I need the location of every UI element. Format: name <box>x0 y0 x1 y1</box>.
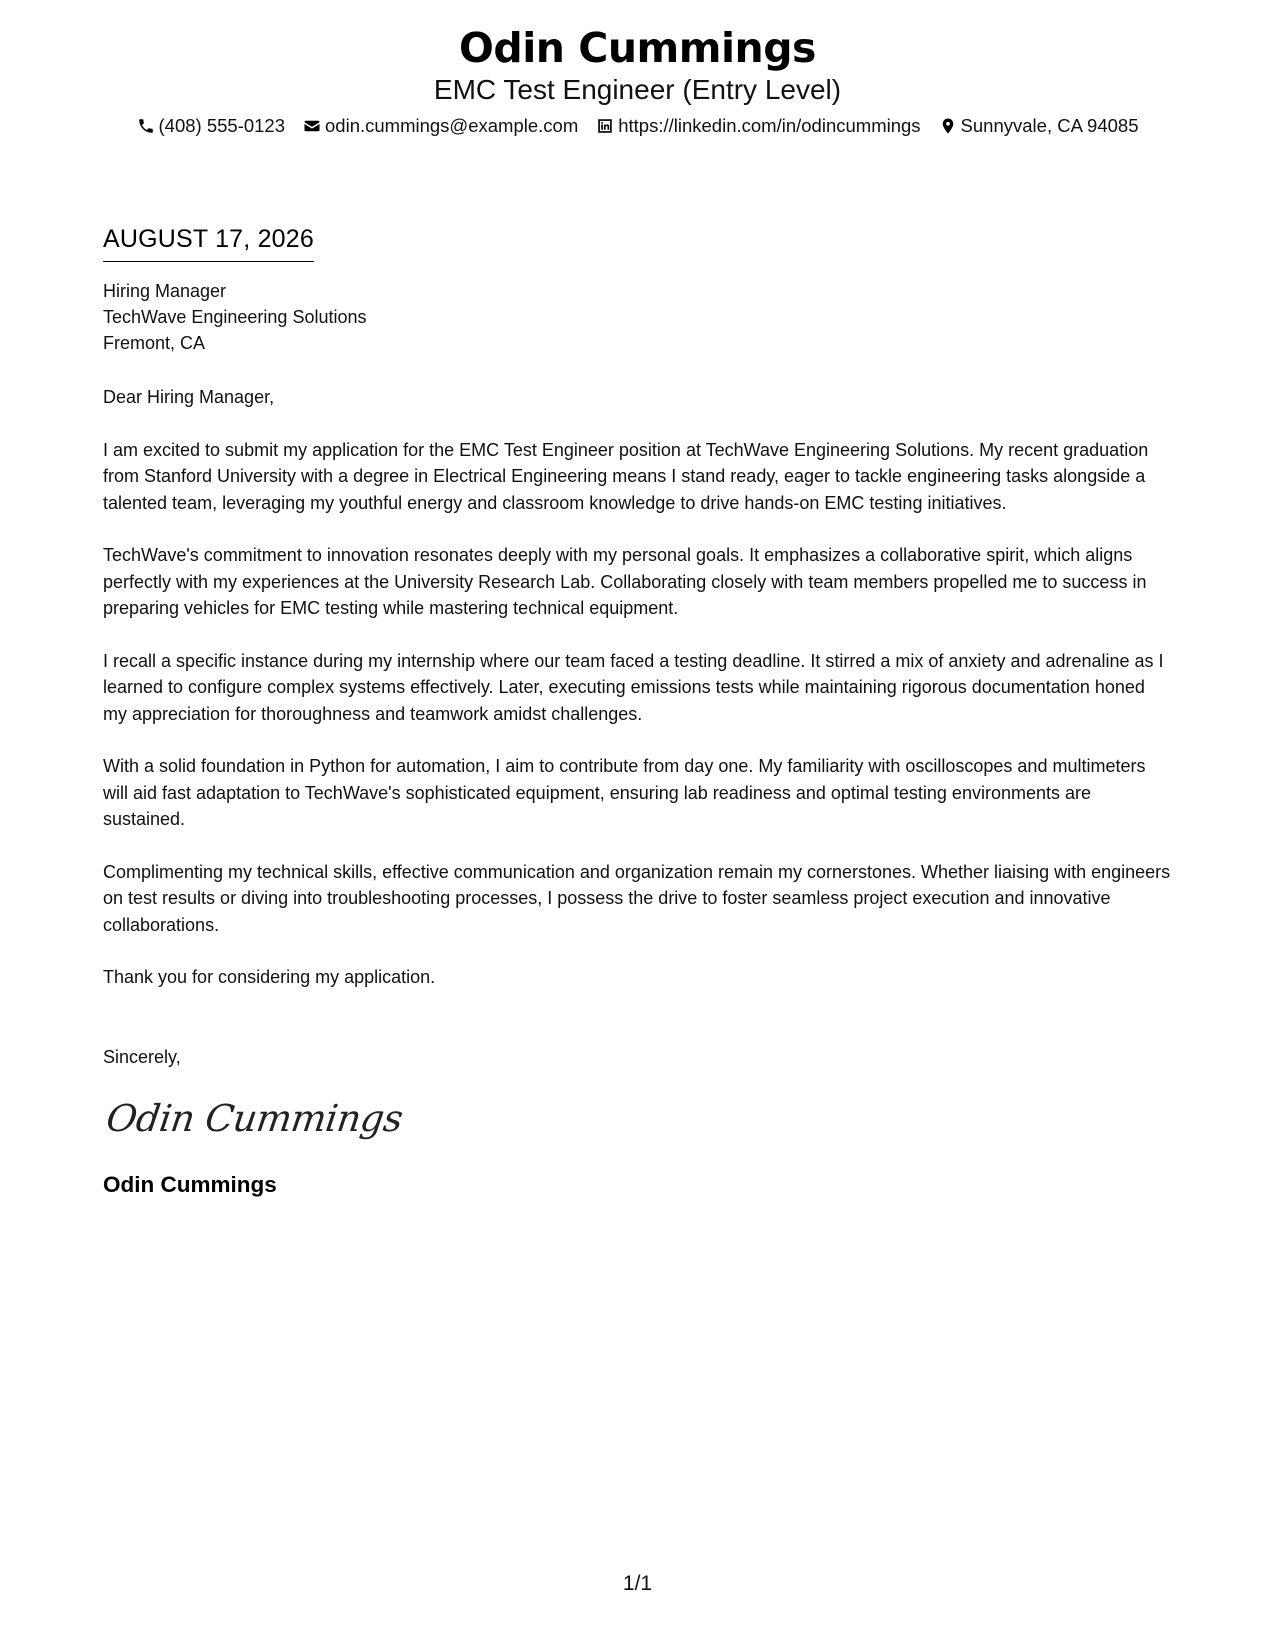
paragraph: Complimenting my technical skills, effective communication and organization remain my cornerstones. Whether liaising with engineers on test results or diving into troubleshooting processes, I possess the drive to foster seamless project execution and innovative collaborations. <box>103 861 1171 935</box>
recipient-location: Fremont, CA <box>103 333 206 353</box>
signature <box>103 1088 1173 1150</box>
recipient-block <box>103 278 1173 356</box>
contact-linkedin <box>596 114 920 138</box>
linkedin-url: https://linkedin.com/in/odincummings <box>618 115 921 136</box>
contact-phone <box>137 114 286 138</box>
paragraph: I am excited to submit my application for the EMC Test Engineer position at TechWave Engineering Solutions. My recent graduation from Stanford University with a degree in Electrical Engineering means I stand ready, eager to tackle engineering tasks alongside a talented team, leveraging my youthful energy and classroom knowledge to drive hands-on EMC testing initiatives. <box>103 439 1149 513</box>
paragraph: With a solid foundation in Python for automation, I aim to contribute from day one. My familiarity with oscilloscopes and multimeters will aid fast adaptation to TechWave's sophisticated equipment, ensuring lab readiness and optimal testing environments are sustained. <box>103 756 1146 829</box>
phone-number: (408) 555-0123 <box>158 115 286 136</box>
thank-you-line: Thank you for considering my application. <box>103 967 436 987</box>
closing: Sincerely, <box>103 1046 181 1067</box>
page-number: 1/1 <box>622 1572 653 1595</box>
signer-name: Odin Cummings <box>103 1172 277 1197</box>
email-address: odin.cummings@example.com <box>325 115 579 136</box>
recipient-company: TechWave Engineering Solutions <box>103 307 367 327</box>
paragraph: I recall a specific instance during my internship where our team faced a testing deadline. It stirred a mix of anxiety and adrenaline as I learned to configure complex systems effectively. Later, executing emissions tests while maintaining rigorous documentation honed my appreciation for thoroughness and teamwork amidst challenges. <box>103 650 1164 724</box>
location-text: Sunnyvale, CA 94085 <box>960 115 1139 136</box>
phone-icon <box>137 117 155 135</box>
linkedin-icon <box>596 117 614 135</box>
salutation: Dear Hiring Manager, <box>103 387 275 407</box>
letter-body <box>103 222 1173 1200</box>
applicant-name: Odin Cummings <box>459 24 816 72</box>
contact-email <box>303 114 578 138</box>
letter-date: AUGUST 17, 2026 <box>103 222 314 262</box>
envelope-icon <box>303 117 321 135</box>
letter-header <box>0 22 1275 138</box>
recipient-line: Hiring Manager <box>103 281 227 301</box>
signature-text: Odin Cummings <box>103 1096 406 1140</box>
job-title: EMC Test Engineer (Entry Level) <box>433 74 842 105</box>
map-pin-icon <box>939 117 957 135</box>
contact-location <box>939 114 1139 138</box>
contact-bar <box>0 114 1275 138</box>
paragraph: TechWave's commitment to innovation resonates deeply with my personal goals. It emphasizes a collaborative spirit, which aligns perfectly with my experiences at the University Research Lab. Collaborating closely with team members propelled me to success in preparing vehicles for EMC testing while mastering technical equipment. <box>103 545 1147 618</box>
